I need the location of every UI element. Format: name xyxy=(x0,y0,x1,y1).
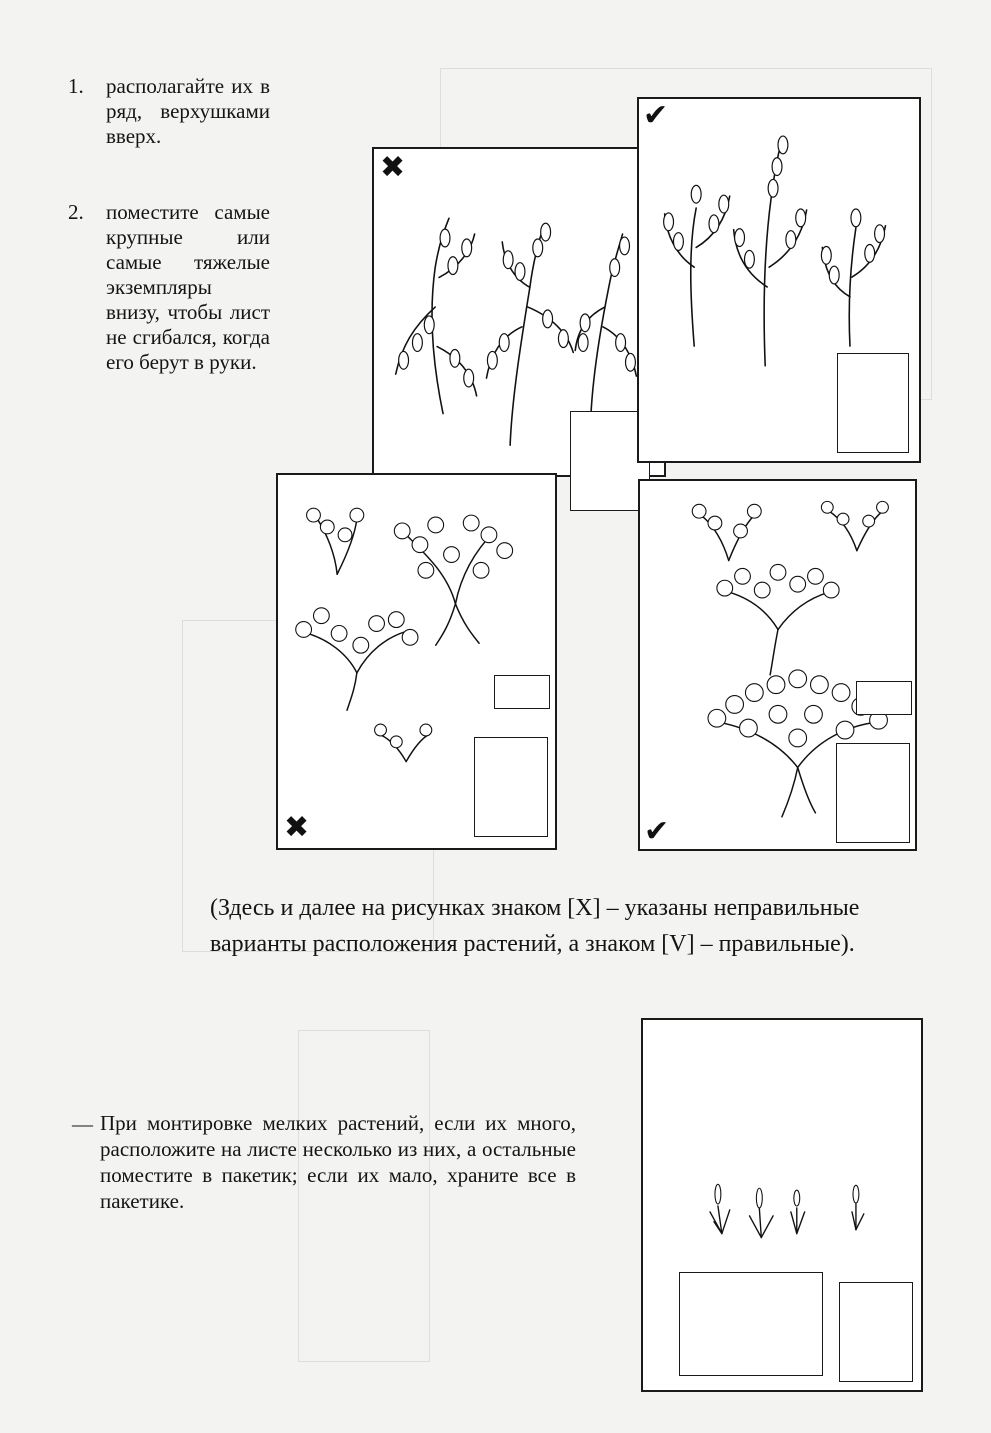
label-card-icon xyxy=(836,743,910,843)
list-text: поместите самые крупные или самые тяжелые экземпляры внизу, чтобы лист не сгибался, когда его берут в руки. xyxy=(106,200,270,374)
envelope-icon xyxy=(679,1272,823,1376)
list-number: 1. xyxy=(68,74,84,98)
small-plants-paragraph: При монтировке мелких растений, если их много, расположите на листе несколько из них, а остальные поместите в пакетик; если их мало, храните все в пакетике. xyxy=(100,1111,576,1213)
list-text: располагайте их в ряд, верхушками вверх. xyxy=(106,74,270,148)
figure-caption: (Здесь и далее на рисунках знаком [X] – указаны неправильные варианты расположения растений, а знаком [V] – правильные). xyxy=(210,895,860,957)
paragraph-dash: — xyxy=(72,1112,93,1136)
cross-mark-icon: ✖ xyxy=(284,810,310,845)
envelope-icon xyxy=(856,681,912,715)
list-item-2 xyxy=(68,200,270,375)
envelope-icon xyxy=(494,675,550,709)
herbarium-sheet-wrong-upside-down xyxy=(372,147,666,477)
label-card-icon xyxy=(839,1282,913,1382)
herbarium-sheet-small-plants xyxy=(641,1018,923,1392)
list-item-1 xyxy=(68,74,270,149)
label-card-icon xyxy=(474,737,548,837)
label-card-icon xyxy=(837,353,909,453)
cross-mark-icon: ✖ xyxy=(380,150,406,185)
list-number: 2. xyxy=(68,200,84,224)
herbarium-sheet-wrong-heavy-on-top xyxy=(276,473,557,850)
check-mark-icon: ✔ xyxy=(643,98,669,133)
check-mark-icon: ✔ xyxy=(644,814,670,849)
herbarium-sheet-right-heavy-at-bottom xyxy=(638,479,917,851)
herbarium-sheet-right-upright xyxy=(637,97,921,463)
